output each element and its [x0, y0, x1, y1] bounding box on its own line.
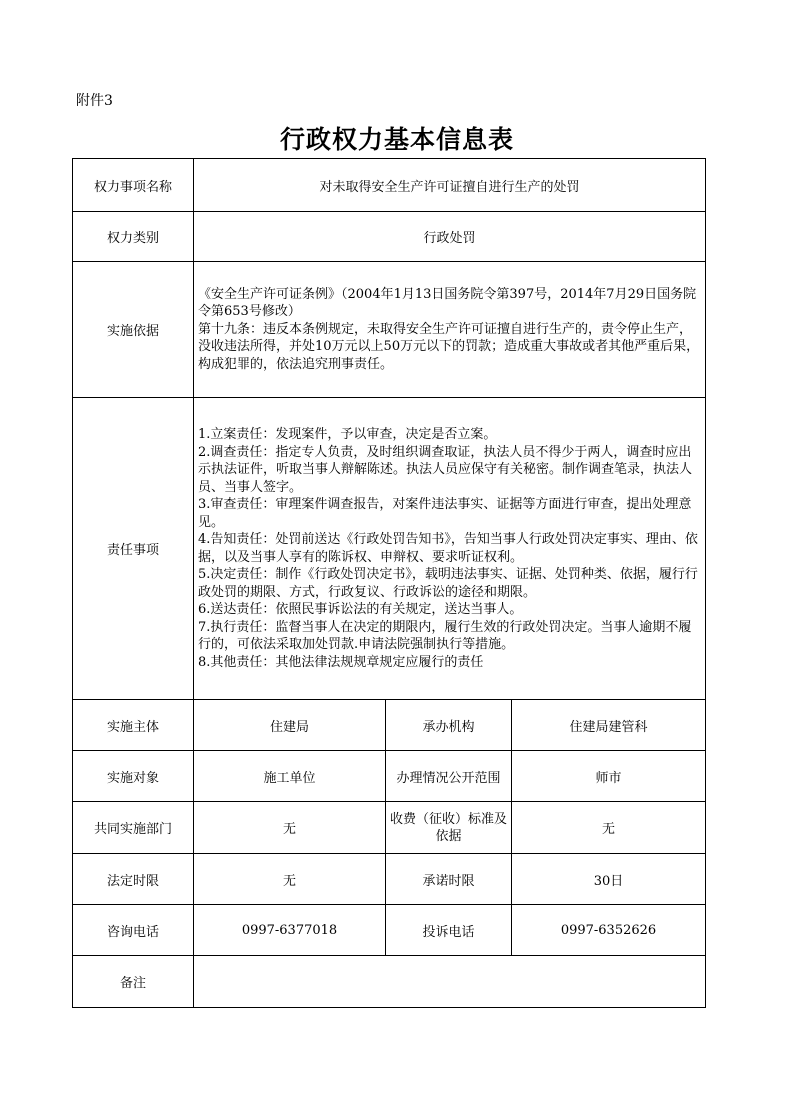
row-value-category: 行政处罚 [194, 212, 706, 262]
responsibility-item: 3.审查责任：审理案件调查报告，对案件违法事实、证据等方面进行审查，提出处理意见。 [198, 497, 692, 530]
row-value-complaint-phone: 0997-6352626 [512, 905, 706, 956]
row-value-legal-time-limit: 无 [194, 854, 386, 905]
row-label-target: 实施对象 [73, 751, 194, 802]
row-value-disclosure-scope: 师市 [512, 751, 706, 802]
basis-paragraph: 第十九条：违反本条例规定，未取得安全生产许可证擅自进行生产的，责令停止生产，没收违法所得，并处10万元以上50万元以下的罚款；造成重大事故或者其他严重后果，构成犯罪的，依法追究刑事责任。 [198, 321, 700, 372]
responsibility-item: 5.决定责任：制作《行政处罚决定书》，载明违法事实、证据、处罚种类、依据，履行行政处罚的期限、方式，行政复议、行政诉讼的途径和期限。 [198, 567, 698, 600]
row-value-promised-time-limit: 30日 [512, 854, 706, 905]
attachment-label: 附件3 [76, 93, 113, 109]
responsibility-item: 7.执行责任：监督当事人在决定的期限内，履行生效的行政处罚决定。当事人逾期不履行的，可依法采取加处罚款.申请法院强制执行等措施。 [198, 619, 692, 652]
responsibility-item: 8.其他责任：其他法律法规规章规定应履行的责任 [198, 654, 484, 670]
row-label-name: 权力事项名称 [73, 159, 194, 212]
table-row [73, 212, 706, 262]
table-row [73, 700, 706, 751]
row-value-basis [194, 262, 706, 398]
row-label-agency: 承办机构 [386, 700, 512, 751]
row-value-consult-phone: 0997-6377018 [194, 905, 386, 956]
row-label-fee-standard: 收费（征收）标准及依据 [386, 802, 512, 854]
row-label-category: 权力类别 [73, 212, 194, 262]
row-label-legal-time-limit: 法定时限 [73, 854, 194, 905]
responsibility-item: 4.告知责任：处罚前送达《行政处罚告知书》，告知当事人行政处罚决定事实、理由、依据，以及当事人享有的陈诉权、申辩权、要求听证权利。 [198, 532, 698, 565]
table-row [73, 956, 706, 1008]
table-row [73, 398, 706, 700]
row-label-promised-time-limit: 承诺时限 [386, 854, 512, 905]
table-row [73, 751, 706, 802]
row-label-basis: 实施依据 [73, 262, 194, 398]
responsibility-item: 2.调查责任：指定专人负责，及时组织调查取证，执法人员不得少于两人，调查时应出示执法证件，听取当事人辩解陈述。执法人员应保守有关秘密。制作调查笔录，执法人员、当事人签字。 [198, 444, 693, 495]
row-label-joint-department: 共同实施部门 [73, 802, 194, 854]
row-value-target: 施工单位 [194, 751, 386, 802]
responsibility-item: 1.立案责任：发现案件，予以审查，决定是否立案。 [198, 427, 497, 442]
row-value-agency: 住建局建管科 [512, 700, 706, 751]
row-label-disclosure-scope: 办理情况公开范围 [386, 751, 512, 802]
table-row [73, 262, 706, 398]
table-row [73, 802, 706, 854]
table-row [73, 159, 706, 212]
row-label-consult-phone: 咨询电话 [73, 905, 194, 956]
row-label-remark: 备注 [73, 956, 194, 1008]
responsibility-item: 6.送达责任：依照民事诉讼法的有关规定，送达当事人。 [198, 602, 523, 617]
page-title: 行政权力基本信息表 [279, 125, 514, 154]
info-table [72, 158, 706, 1008]
row-value-joint-department: 无 [194, 802, 386, 854]
row-label-subject: 实施主体 [73, 700, 194, 751]
row-value-name: 对未取得安全生产许可证擅自进行生产的处罚 [194, 159, 706, 212]
row-label-responsibility: 责任事项 [73, 398, 194, 700]
table-row [73, 905, 706, 956]
row-label-complaint-phone: 投诉电话 [386, 905, 512, 956]
row-value-remark [194, 956, 706, 1008]
row-value-responsibility [194, 398, 706, 700]
table-row [73, 854, 706, 905]
row-value-fee-standard: 无 [512, 802, 706, 854]
basis-paragraph: 《安全生产许可证条例》（2004年1月13日国务院令第397号，2014年7月29日国务院令第653号修改） [198, 286, 697, 320]
row-value-subject: 住建局 [194, 700, 386, 751]
